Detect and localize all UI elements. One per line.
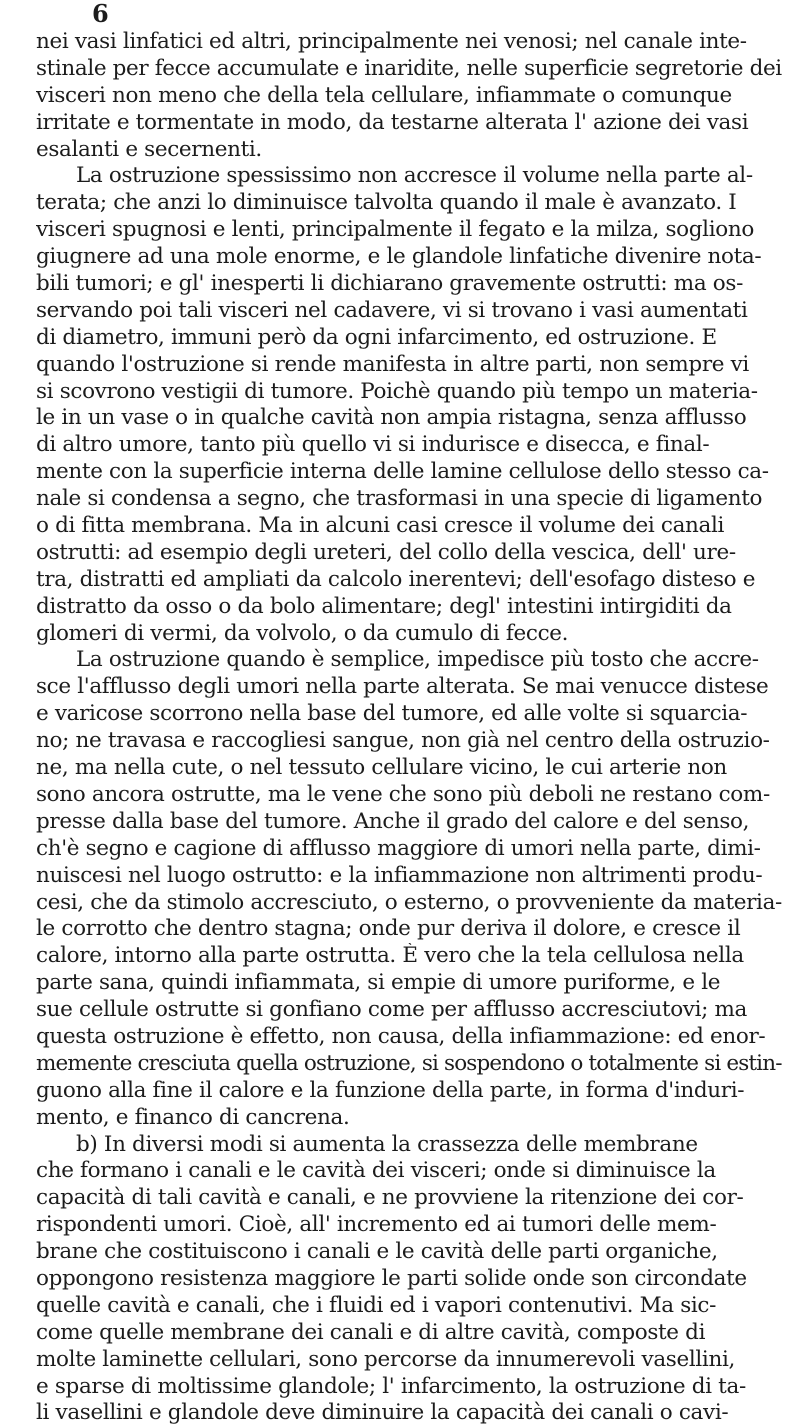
text-line: brane che costituiscono i canali e le cavità delle parti organiche, [36, 1239, 718, 1265]
text-line: di altro umore, tanto più quello vi si indurisce e disecca, e final- [36, 432, 710, 458]
text-line: si scovrono vestigii di tumore. Poichè quando più tempo un materia- [36, 378, 758, 404]
text-line: memente cresciuta quella ostruzione, si sospendono o totalmente si estin- [36, 1050, 782, 1076]
text-line: mente con la superficie interna delle lamine cellulose dello stesso ca- [36, 459, 769, 485]
text-line: sue cellule ostrutte si gonfiano come per afflusso accresciutovi; ma [36, 997, 748, 1023]
text-line: irritate e tormentate in modo, da testarne alterata l' azione dei vasi [36, 109, 749, 135]
text-line: bili tumori; e gl' inesperti li dichiarano gravemente ostrutti: ma os- [36, 271, 743, 297]
text-line: o di fitta membrana. Ma in alcuni casi cresce il volume dei canali [36, 513, 725, 539]
text-line: no; ne travasa e raccogliesi sangue, non già nel centro della ostruzio- [36, 728, 770, 754]
text-line: le corrotto che dentro stagna; onde pur deriva il dolore, e cresce il [36, 916, 741, 942]
body-text [36, 29, 782, 1427]
text-line: La ostruzione quando è semplice, impedisce più tosto che accre- [76, 647, 759, 673]
text-line: questa ostruzione è effetto, non causa, della infiammazione: ed enor- [36, 1023, 766, 1049]
text-line: e varicose scorrono nella base del tumore, ed alle volte si squarcia- [36, 701, 748, 727]
text-line: sono ancora ostrutte, ma le vene che sono più deboli ne restano com- [36, 781, 770, 807]
text-line: e sparse di moltissime glandole; l' infarcimento, la ostruzione di ta- [36, 1373, 746, 1399]
text-line: oppongono resistenza maggiore le parti solide onde son circondate [36, 1265, 747, 1291]
text-line: esalanti e secernenti. [36, 136, 262, 162]
text-line: cesi, che da stimolo accresciuto, o esterno, o provveniente da materia- [36, 889, 782, 915]
text-line: rispondenti umori. Cioè, all' incremento ed ai tumori delle mem- [36, 1212, 717, 1238]
text-line: tra, distratti ed ampliati da calcolo inerentevi; dell'esofago disteso e [36, 566, 756, 592]
text-line: parte sana, quindi infiammata, si empie di umore puriforme, e le [36, 970, 721, 996]
text-line: le in un vase o in qualche cavità non ampia ristagna, senza afflusso [36, 405, 747, 431]
text-line: visceri non meno che della tela cellulare, infiammate o comunque [36, 82, 732, 108]
text-line: terata; che anzi lo diminuisce talvolta quando il male è avanzato. I [36, 190, 737, 216]
text-line: come quelle membrane dei canali e di altre cavità, composte di [36, 1319, 706, 1345]
page-number: 6 [92, 0, 109, 28]
text-line: nei vasi linfatici ed altri, principalmente nei venosi; nel canale inte- [36, 29, 747, 54]
text-line: capacità di tali cavità e canali, e ne provviene la ritenzione dei cor- [36, 1185, 744, 1211]
text-line: calore, intorno alla parte ostrutta. È vero che la tela cellulosa nella [36, 943, 744, 969]
text-line: molte laminette cellulari, sono percorse da innumerevoli vasellini, [36, 1346, 735, 1372]
text-line: stinale per fecce accumulate e inaridite, nelle superficie segretorie dei [36, 55, 782, 81]
text-line: di diametro, immuni però da ogni infarcimento, ed ostruzione. E [36, 324, 717, 350]
text-line: servando poi tali visceri nel cadavere, vi si trovano i vasi aumentati [36, 297, 748, 323]
text-line: li vasellini e glandole deve diminuire la capacità dei canali o cavi- [36, 1400, 729, 1426]
text-line: sce l'afflusso degli umori nella parte alterata. Se mai venucce distese [36, 674, 769, 700]
text-line: che formano i canali e le cavità dei visceri; onde si diminuisce la [36, 1158, 716, 1184]
text-line: glomeri di vermi, da volvolo, o da cumulo di fecce. [36, 620, 569, 646]
text-line: guono alla fine il calore e la funzione della parte, in forma d'induri- [36, 1077, 745, 1103]
text-line: visceri spugnosi e lenti, principalmente il fegato e la milza, sogliono [36, 217, 754, 243]
text-line: quelle cavità e canali, che i fluidi ed i vapori contenutivi. Ma sic- [36, 1292, 717, 1318]
text-line: nale si condensa a segno, che trasformasi in una specie di ligamento [36, 486, 763, 512]
paragraph [36, 1132, 782, 1427]
text-line: b) In diversi modi si aumenta la crassezza delle membrane [76, 1131, 698, 1157]
text-line: ch'è segno e cagione di afflusso maggiore di umori nella parte, dimi- [36, 835, 761, 861]
text-line: La ostruzione spessissimo non accresce il volume nella parte al- [76, 163, 753, 189]
text-line: ostrutti: ad esempio degli ureteri, del collo della vescica, dell' ure- [36, 539, 736, 565]
text-line: presse dalla base del tumore. Anche il grado del calore e del senso, [36, 808, 750, 834]
paragraph [36, 647, 782, 1131]
paragraph [36, 29, 782, 163]
text-line: distratto da osso o da bolo alimentare; degl' intestini intirgiditi da [36, 593, 732, 619]
text-line: giugnere ad una mole enorme, e le glandole linfatiche divenire nota- [36, 244, 762, 270]
text-line: quando l'ostruzione si rende manifesta in altre parti, non sempre vi [36, 351, 749, 377]
text-line: nuiscesi nel luogo ostrutto: e la infiammazione non altrimenti produ- [36, 862, 763, 888]
paragraph [36, 163, 782, 647]
text-line: mento, e financo di cancrena. [36, 1104, 350, 1130]
text-line: ne, ma nella cute, o nel tessuto cellulare vicino, le cui arterie non [36, 755, 727, 781]
